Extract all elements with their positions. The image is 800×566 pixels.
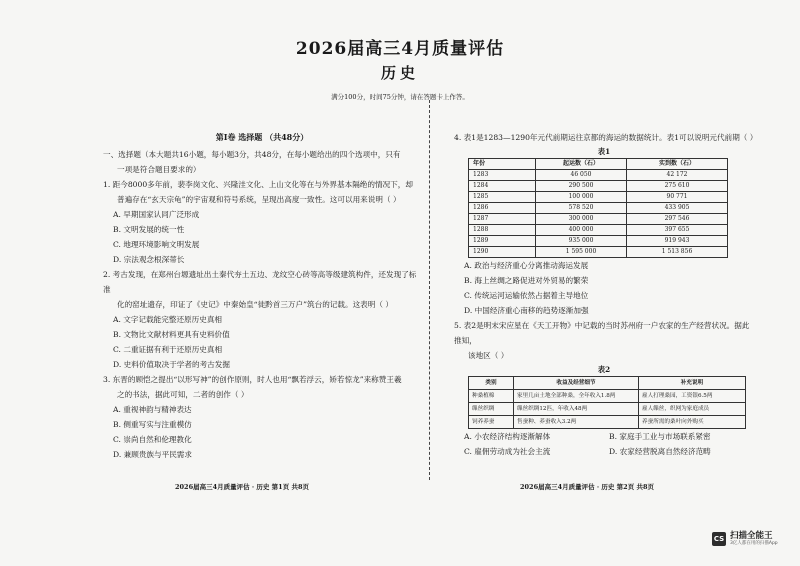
table-cell: 919 943 bbox=[627, 236, 728, 247]
option: C. 传统运河运输依然占据着主导地位 bbox=[464, 291, 589, 300]
exam-note: 满分100分，时间75分钟，请在答题卡上作答。 bbox=[331, 93, 469, 101]
table-cell: 100 000 bbox=[536, 192, 627, 203]
table-cell: 1287 bbox=[469, 214, 536, 225]
table-caption: 表1 bbox=[597, 147, 611, 156]
data-table bbox=[468, 158, 728, 258]
question-3 bbox=[103, 372, 421, 462]
table-cell: 1288 bbox=[469, 225, 536, 236]
table-header: 补充说明 bbox=[639, 377, 746, 390]
table-cell: 1289 bbox=[469, 236, 536, 247]
table-row bbox=[469, 390, 746, 403]
option: A. 政治与经济重心分离推动海运发展 bbox=[464, 261, 589, 270]
exam-subject: 历史 bbox=[380, 64, 419, 82]
option: D. 兼顾贵族与平民需求 bbox=[113, 450, 192, 459]
table-row bbox=[469, 416, 746, 429]
option: B. 海上丝绸之路促进对外贸易的繁荣 bbox=[464, 276, 589, 285]
table-header: 年份 bbox=[469, 159, 536, 170]
table-cell: 397 655 bbox=[627, 225, 728, 236]
option: A. 文字记载能完整还原历史真相 bbox=[113, 315, 223, 324]
table-header: 起运数（石） bbox=[536, 159, 627, 170]
question-stem: 该地区（ ） bbox=[468, 351, 509, 360]
table-row bbox=[469, 225, 728, 236]
option: C. 二重证据有利于还原历史真相 bbox=[113, 345, 223, 354]
table-cell: 1283 bbox=[469, 170, 536, 181]
table-header: 收益及经营细节 bbox=[514, 377, 639, 390]
table-cell: 饲养养蚕 bbox=[469, 416, 514, 429]
option: D. 中国经济重心南移的趋势逐渐加强 bbox=[464, 306, 589, 315]
table-cell: 种桑植棉 bbox=[469, 390, 514, 403]
table-cell: 297 546 bbox=[627, 214, 728, 225]
table-header: 实到数（石） bbox=[627, 159, 728, 170]
option: B. 侧重写实与注重模仿 bbox=[113, 420, 192, 429]
option: B. 文明发展的统一性 bbox=[113, 225, 185, 234]
table-cell: 1286 bbox=[469, 203, 536, 214]
table-cell: 1 513 856 bbox=[627, 247, 728, 258]
table-cell: 275 610 bbox=[627, 181, 728, 192]
table-cell: 1284 bbox=[469, 181, 536, 192]
table-row bbox=[469, 203, 728, 214]
table-header-row bbox=[469, 159, 728, 170]
question-stem: 2. 考古发现，在郑州台塬遗址出土秦代夯土五边、龙纹空心砖等高等级建筑构件，还发现了标准 bbox=[103, 270, 417, 294]
left-column bbox=[103, 130, 421, 462]
table-cell: 400 000 bbox=[536, 225, 627, 236]
option: B. 文物比文献材料更具有史料价值 bbox=[113, 330, 230, 339]
table-cell: 缫丝织绸 bbox=[469, 403, 514, 416]
question-4 bbox=[454, 130, 758, 318]
table-row bbox=[469, 181, 728, 192]
question-stem: 化的窑址遗存，印证了《史记》中秦始皇“徙黔首三万户”筑台的记载。这表明（ ） bbox=[117, 300, 393, 309]
table-cell: 46 050 bbox=[536, 170, 627, 181]
table-cell: 雇人缫丝，织网为家庭成员 bbox=[639, 403, 746, 416]
option: A. 重视神韵与精神表达 bbox=[113, 405, 192, 414]
table-header-row bbox=[469, 377, 746, 390]
column-divider bbox=[429, 100, 430, 480]
table-cell: 578 520 bbox=[536, 203, 627, 214]
right-column bbox=[454, 130, 758, 459]
table-cell: 家里几亩土地全部种桑，全年收入1.8两 bbox=[514, 390, 639, 403]
question-stem: 1. 距今8000多年前，裴李岗文化、兴隆洼文化、上山文化等在与外界基本隔绝的情况下，却 bbox=[103, 180, 413, 189]
table-caption: 表2 bbox=[597, 365, 611, 374]
camscanner-logo-icon: CS bbox=[712, 532, 726, 546]
table-cell: 养蚕所需的桑叶向外购买 bbox=[639, 416, 746, 429]
table-cell: 290 500 bbox=[536, 181, 627, 192]
question-2 bbox=[103, 267, 421, 372]
question-stem: 3. 东晋的顾恺之提出“以形写神”的创作原则，时人也用“飘若浮云，矫若惊龙”来称赞王羲 bbox=[103, 375, 402, 384]
option: C. 崇尚自然和伦理教化 bbox=[113, 435, 192, 444]
option: C. 雇佣劳动成为社会主流 bbox=[464, 447, 551, 456]
option: D. 农家经营脱离自然经济范畴 bbox=[609, 447, 711, 456]
question-5 bbox=[454, 318, 754, 459]
question-1 bbox=[103, 177, 421, 267]
table-cell: 缫丝织绸12匹，年收入48两 bbox=[514, 403, 639, 416]
question-stem: 4. 表1是1283—1290年元代前期运往京都的海运的数据统计。表1可以说明元代前期（ ） bbox=[454, 133, 758, 142]
exam-title: 2026届高三4月质量评估 bbox=[295, 39, 505, 59]
instruction-line: 一项是符合题目要求的） bbox=[117, 165, 201, 174]
table-row bbox=[469, 170, 728, 181]
table-header: 类别 bbox=[469, 377, 514, 390]
option: D. 宗法观念根深蒂长 bbox=[113, 255, 185, 264]
option-row bbox=[464, 444, 754, 459]
table-cell: 售蚕种、养蚕收入3.2两 bbox=[514, 416, 639, 429]
table-cell: 42 172 bbox=[627, 170, 728, 181]
table-row bbox=[469, 192, 728, 203]
data-table bbox=[468, 376, 746, 429]
scanner-watermark bbox=[712, 531, 778, 547]
instruction-line: 一、选择题（本大题共16小题，每小题3分，共48分，在每小题给出的四个选项中，只有 bbox=[103, 150, 401, 159]
option: B. 家庭手工业与市场联系紧密 bbox=[609, 432, 711, 441]
option-row bbox=[464, 429, 754, 444]
watermark-subtitle: 3亿人都在用的扫描App bbox=[730, 541, 778, 546]
question-stem: 5. 表2是明末宋应星在《天工开物》中记载的当时苏州府一户农家的生产经营状况。据此推知， bbox=[454, 321, 750, 345]
section-title: 第Ⅰ卷 选择题 （共48分） bbox=[215, 132, 309, 142]
table-cell: 雇人打理桑园，工资银6.5两 bbox=[639, 390, 746, 403]
option: C. 地理环境影响文明发展 bbox=[113, 240, 200, 249]
table-row bbox=[469, 236, 728, 247]
table-cell: 935 000 bbox=[536, 236, 627, 247]
table-cell: 1 595 000 bbox=[536, 247, 627, 258]
option: A. 早期国家认同广泛形成 bbox=[113, 210, 200, 219]
watermark-name: 扫描全能王 bbox=[730, 531, 773, 541]
option: A. 小农经济结构逐渐解体 bbox=[464, 432, 551, 441]
table-cell: 300 000 bbox=[536, 214, 627, 225]
table-row bbox=[469, 214, 728, 225]
table-cell: 433 905 bbox=[627, 203, 728, 214]
page-footer-1: 2026届高三4月质量评估 · 历史 第1页 共8页 bbox=[175, 483, 309, 491]
table-cell: 90 771 bbox=[627, 192, 728, 203]
page-footer-2: 2026届高三4月质量评估 · 历史 第2页 共8页 bbox=[520, 483, 654, 491]
option: D. 史料价值取决于学者的考古发掘 bbox=[113, 360, 230, 369]
table-cell: 1290 bbox=[469, 247, 536, 258]
table-row bbox=[469, 247, 728, 258]
table-row bbox=[469, 403, 746, 416]
table-cell: 1285 bbox=[469, 192, 536, 203]
question-stem: 之的书法，据此可知，二者的创作（ ） bbox=[117, 390, 249, 399]
question-stem: 普遍存在“玄天宗龟”的宇宙观和符号系统，呈现出高度一致性。这可以用来说明（ ） bbox=[117, 195, 401, 204]
